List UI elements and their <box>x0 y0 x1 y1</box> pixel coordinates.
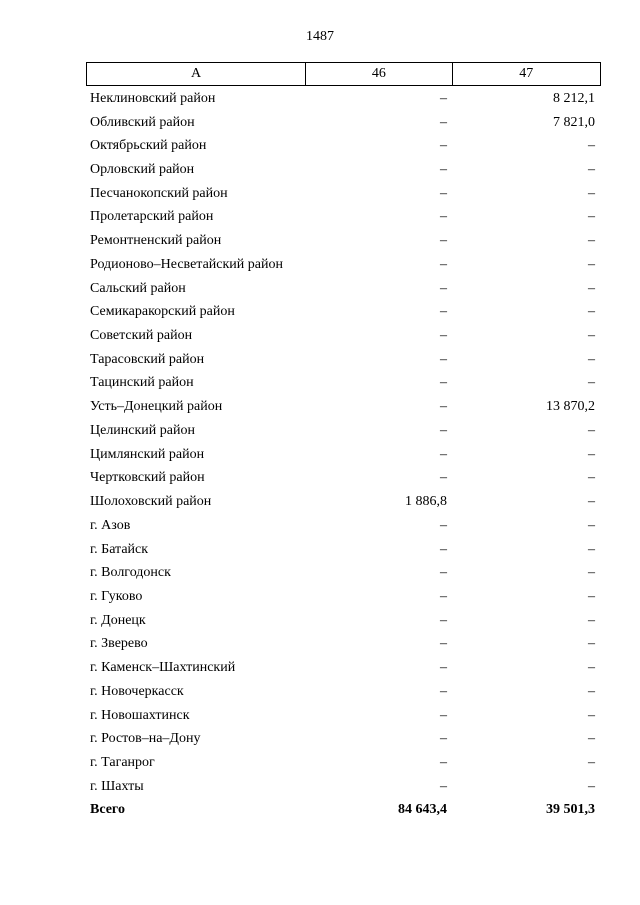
row-value-46: – <box>440 778 447 794</box>
row-value-47: – <box>588 517 595 533</box>
row-value-46: 1 886,8 <box>405 494 447 510</box>
row-value-47: – <box>588 328 595 344</box>
row-value-46: – <box>440 138 447 154</box>
row-value-46: – <box>440 683 447 699</box>
row-name: Родионово–Несветайский район <box>90 256 283 272</box>
table-row <box>86 514 601 538</box>
row-value-47: – <box>588 233 595 249</box>
table-row <box>86 111 601 135</box>
row-name: г. Ростов–на–Дону <box>90 731 201 747</box>
row-name: Октябрьский район <box>90 138 207 154</box>
row-value-47: – <box>588 754 595 770</box>
table-row <box>86 467 601 491</box>
table-row <box>86 633 601 657</box>
row-value-46: – <box>440 209 447 225</box>
row-name: г. Гуково <box>90 588 143 604</box>
row-value-47: – <box>588 612 595 628</box>
header-col-46: 46 <box>306 63 452 85</box>
total-value-47: 39 501,3 <box>546 802 595 818</box>
row-name: г. Новочеркасск <box>90 683 184 699</box>
row-value-47: – <box>588 470 595 486</box>
row-value-46: – <box>440 517 447 533</box>
data-table <box>86 62 601 822</box>
row-name: Тарасовский район <box>90 351 205 367</box>
row-value-46: – <box>440 280 447 296</box>
table-row <box>86 87 601 111</box>
row-value-47: – <box>588 256 595 272</box>
row-value-46: – <box>440 304 447 320</box>
total-value-46: 84 643,4 <box>398 802 447 818</box>
table-row <box>86 443 601 467</box>
row-value-46: – <box>440 185 447 201</box>
row-value-46: – <box>440 612 447 628</box>
table-row <box>86 561 601 585</box>
row-value-47: – <box>588 185 595 201</box>
row-name: Ремонтненский район <box>90 233 222 249</box>
table-row <box>86 538 601 562</box>
page-number: 1487 <box>306 29 334 44</box>
row-name: г. Донецк <box>90 612 146 628</box>
table-row <box>86 158 601 182</box>
table-row <box>86 348 601 372</box>
table-row <box>86 490 601 514</box>
row-value-47: – <box>588 351 595 367</box>
row-value-47: – <box>588 588 595 604</box>
table-row <box>86 585 601 609</box>
table-row <box>86 656 601 680</box>
row-value-47: – <box>588 660 595 676</box>
row-name: Обливский район <box>90 114 195 130</box>
table-row <box>86 277 601 301</box>
table-row <box>86 229 601 253</box>
table-header <box>86 62 601 86</box>
table-row <box>86 253 601 277</box>
header-col-a: А <box>87 63 306 85</box>
row-name: Песчанокопский район <box>90 185 228 201</box>
row-value-47: – <box>588 636 595 652</box>
row-name: г. Азов <box>90 517 131 533</box>
table-row <box>86 206 601 230</box>
table-row <box>86 372 601 396</box>
row-value-46: – <box>440 754 447 770</box>
row-value-47: – <box>588 778 595 794</box>
row-value-47: – <box>588 731 595 747</box>
row-value-46: – <box>440 660 447 676</box>
row-value-47: – <box>588 375 595 391</box>
row-value-47: – <box>588 162 595 178</box>
row-name: Сальский район <box>90 280 186 296</box>
row-value-47: – <box>588 446 595 462</box>
row-name: г. Таганрог <box>90 754 155 770</box>
row-value-46: – <box>440 541 447 557</box>
row-name: Цимлянский район <box>90 446 205 462</box>
row-name: Неклиновский район <box>90 90 216 106</box>
table-row <box>86 727 601 751</box>
row-name: Семикаракорский район <box>90 304 235 320</box>
row-value-46: – <box>440 256 447 272</box>
row-value-46: – <box>440 446 447 462</box>
table-row <box>86 775 601 799</box>
row-name: г. Зверево <box>90 636 148 652</box>
row-value-47: – <box>588 280 595 296</box>
table-row <box>86 134 601 158</box>
row-value-46: – <box>440 422 447 438</box>
row-name: Чертковский район <box>90 470 205 486</box>
row-value-46: – <box>440 399 447 415</box>
row-value-46: – <box>440 233 447 249</box>
row-value-46: – <box>440 636 447 652</box>
row-value-46: – <box>440 707 447 723</box>
row-value-47: 8 212,1 <box>553 90 595 106</box>
table-body <box>86 87 601 822</box>
row-value-46: – <box>440 162 447 178</box>
row-value-47: – <box>588 422 595 438</box>
row-value-47: 7 821,0 <box>553 114 595 130</box>
row-name: Тацинский район <box>90 375 194 391</box>
row-value-46: – <box>440 731 447 747</box>
row-value-47: – <box>588 209 595 225</box>
table-row <box>86 300 601 324</box>
total-label: Всего <box>90 802 125 818</box>
row-name: г. Новошахтинск <box>90 707 190 723</box>
row-value-47: – <box>588 304 595 320</box>
row-value-46: – <box>440 588 447 604</box>
row-name: г. Волгодонск <box>90 565 171 581</box>
row-value-46: – <box>440 351 447 367</box>
row-value-46: – <box>440 328 447 344</box>
row-value-47: 13 870,2 <box>546 399 595 415</box>
table-row <box>86 704 601 728</box>
row-name: г. Батайск <box>90 541 149 557</box>
row-value-47: – <box>588 138 595 154</box>
row-name: Орловский район <box>90 162 195 178</box>
table-row <box>86 395 601 419</box>
header-col-47: 47 <box>519 66 534 81</box>
table-row <box>86 609 601 633</box>
row-value-47: – <box>588 541 595 557</box>
row-name: Пролетарский район <box>90 209 214 225</box>
row-value-46: – <box>440 375 447 391</box>
row-value-47: – <box>588 565 595 581</box>
row-value-46: – <box>440 565 447 581</box>
total-row <box>86 799 601 823</box>
table-row <box>86 324 601 348</box>
row-value-47: – <box>588 494 595 510</box>
row-name: Усть–Донецкий район <box>90 399 223 415</box>
table-row <box>86 182 601 206</box>
row-name: г. Шахты <box>90 778 144 794</box>
row-value-47: – <box>588 683 595 699</box>
row-name: Шолоховский район <box>90 494 212 510</box>
row-value-47: – <box>588 707 595 723</box>
table-row <box>86 751 601 775</box>
row-name: г. Каменск–Шахтинский <box>90 660 236 676</box>
row-name: Советский район <box>90 328 193 344</box>
row-value-46: – <box>440 114 447 130</box>
row-value-46: – <box>440 470 447 486</box>
row-value-46: – <box>440 90 447 106</box>
table-row <box>86 680 601 704</box>
table-row <box>86 419 601 443</box>
row-name: Целинский район <box>90 422 195 438</box>
